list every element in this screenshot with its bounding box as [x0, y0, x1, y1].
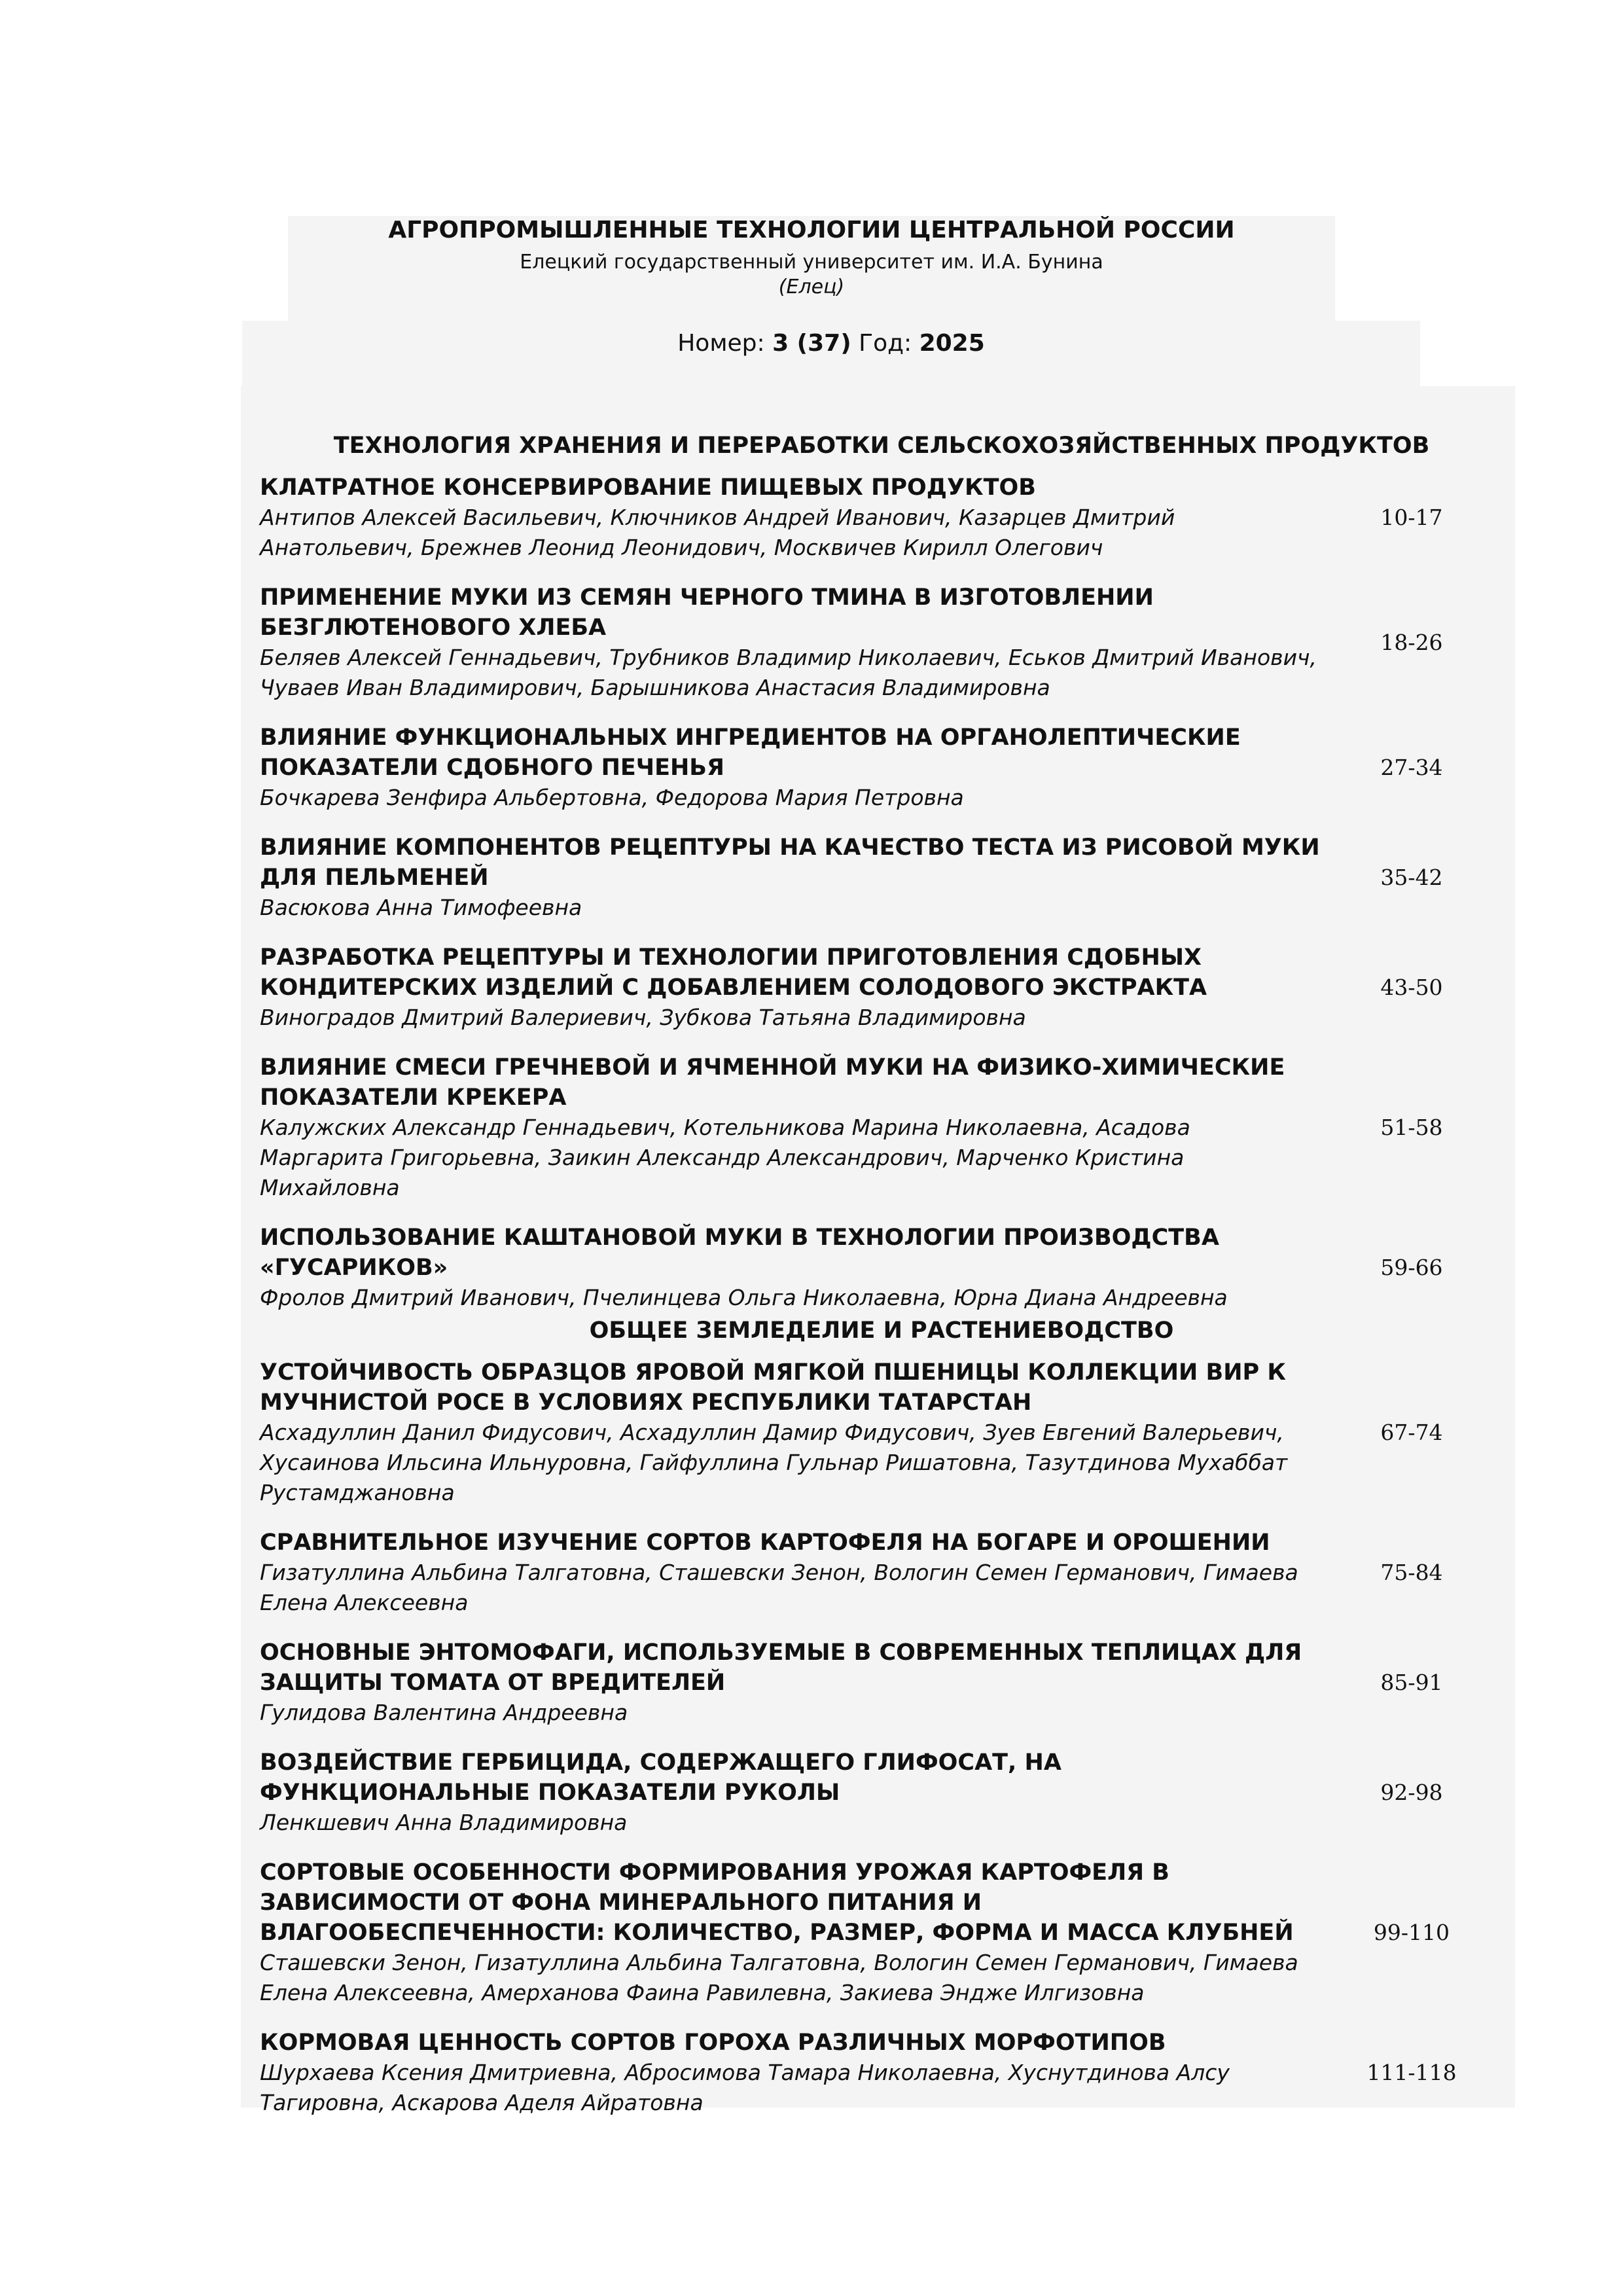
year-label: Год: — [859, 330, 912, 357]
article-authors: Гизатуллина Альбина Талгатовна, Сташевски Зенон, Вологин Семен Германович, Гимаева Елена Алексеевна — [260, 1560, 1298, 1615]
article-pages: 10-17 — [1380, 505, 1443, 530]
article-authors: Ленкшевич Анна Владимировна — [260, 1810, 628, 1835]
article-title[interactable]: СРАВНИТЕЛЬНОЕ ИЗУЧЕНИЕ СОРТОВ КАРТОФЕЛЯ НА БОГАРЕ И ОРОШЕНИИ — [260, 1530, 1270, 1556]
article-entry[interactable] — [260, 1357, 1503, 1508]
article-entry[interactable] — [260, 1052, 1503, 1203]
article-title[interactable]: ПРИМЕНЕНИЕ МУКИ ИЗ СЕМЯН ЧЕРНОГО ТМИНА В ИЗГОТОВЛЕНИИ БЕЗГЛЮТЕНОВОГО ХЛЕБА — [260, 584, 1154, 641]
article-pages: 67-74 — [1380, 1420, 1443, 1445]
article-pages: 75-84 — [1380, 1560, 1443, 1585]
section-heading: ОБЩЕЕ ЗЕМЛЕДЕЛИЕ И РАСТЕНИЕВОДСТВО — [589, 1318, 1174, 1344]
article-title[interactable]: КЛАТРАТНОЕ КОНСЕРВИРОВАНИЕ ПИЩЕВЫХ ПРОДУКТОВ — [260, 475, 1036, 501]
article-title[interactable]: ОСНОВНЫЕ ЭНТОМОФАГИ, ИСПОЛЬЗУЕМЫЕ В СОВРЕМЕННЫХ ТЕПЛИЦАХ ДЛЯ ЗАЩИТЫ ТОМАТА ОТ ВРЕДИТЕЛЕЙ — [260, 1640, 1302, 1696]
city-name: (Елец) — [778, 276, 845, 298]
issue-label: Номер: — [677, 330, 765, 357]
article-entry[interactable] — [260, 2028, 1503, 2118]
article-pages: 111-118 — [1366, 2060, 1457, 2085]
article-title[interactable]: ВОЗДЕЙСТВИЕ ГЕРБИЦИДА, СОДЕРЖАЩЕГО ГЛИФОСАТ, НА ФУНКЦИОНАЛЬНЫЕ ПОКАЗАТЕЛИ РУКОЛЫ — [260, 1749, 1061, 1806]
journal-title: АГРОПРОМЫШЛЕННЫЕ ТЕХНОЛОГИИ ЦЕНТРАЛЬНОЙ РОССИИ — [388, 217, 1235, 243]
article-title[interactable]: УСТОЙЧИВОСТЬ ОБРАЗЦОВ ЯРОВОЙ МЯГКОЙ ПШЕНИЦЫ КОЛЛЕКЦИИ ВИР К МУЧНИСТОЙ РОСЕ В УСЛОВИЯХ РЕСПУБЛИКИ ТАТАРСТАН — [260, 1359, 1286, 1416]
article-authors: Васюкова Анна Тимофеевна — [260, 895, 582, 920]
article-pages: 59-66 — [1380, 1255, 1443, 1280]
article-entry[interactable] — [260, 1528, 1503, 1618]
article-entry[interactable] — [260, 833, 1503, 923]
article-authors: Асхадуллин Данил Фидусович, Асхадуллин Дамир Фидусович, Зуев Евгений Валерьевич, Хусаинова Ильсина Ильнуровна, Гайфуллина Гульнар Ришатовна, Тазутдинова Мухаббат Рустамджановна — [260, 1420, 1288, 1505]
issue-value: 3 (37) — [772, 330, 851, 357]
article-title[interactable]: ИСПОЛЬЗОВАНИЕ КАШТАНОВОЙ МУКИ В ТЕХНОЛОГИИ ПРОИЗВОДСТВА «ГУСАРИКОВ» — [260, 1225, 1219, 1281]
article-entry[interactable] — [260, 1857, 1503, 2008]
article-authors: Виноградов Дмитрий Валериевич, Зубкова Татьяна Владимировна — [260, 1005, 1026, 1030]
article-entry[interactable] — [260, 1638, 1503, 1728]
article-entry[interactable] — [260, 473, 1503, 563]
article-authors: Гулидова Валентина Андреевна — [260, 1700, 628, 1725]
article-pages: 85-91 — [1380, 1670, 1443, 1695]
article-entry[interactable] — [260, 583, 1503, 703]
article-title[interactable]: СОРТОВЫЕ ОСОБЕННОСТИ ФОРМИРОВАНИЯ УРОЖАЯ КАРТОФЕЛЯ В ЗАВИСИМОСТИ ОТ ФОНА МИНЕРАЛЬНОГО ПИТАНИЯ И ВЛАГООБЕСПЕЧЕННОСТИ: КОЛИЧЕСТВО, РАЗМЕР, ФОРМА И МАССА КЛУБНЕЙ — [260, 1859, 1294, 1946]
article-authors: Беляев Алексей Геннадьевич, Трубников Владимир Николаевич, Еськов Дмитрий Иванович, Чуваев Иван Владимирович, Барышникова Анастасия Владимировна — [260, 645, 1317, 700]
article-pages: 43-50 — [1380, 975, 1443, 1000]
article-entry[interactable] — [260, 723, 1503, 813]
article-authors: Антипов Алексей Васильевич, Ключников Андрей Иванович, Казарцев Дмитрий Анатольевич, Брежнев Леонид Леонидович, Москвичев Кирилл Олегович — [260, 505, 1175, 560]
article-title[interactable]: ВЛИЯНИЕ ФУНКЦИОНАЛЬНЫХ ИНГРЕДИЕНТОВ НА ОРГАНОЛЕПТИЧЕСКИЕ ПОКАЗАТЕЛИ СДОБНОГО ПЕЧЕНЬЯ — [260, 725, 1241, 781]
article-authors: Сташевски Зенон, Гизатуллина Альбина Талгатовна, Вологин Семен Германович, Гимаева Елена Алексеевна, Амерханова Фаина Равилевна, Закиева Эндже Илгизовна — [260, 1950, 1298, 2005]
issue-line — [242, 329, 1420, 358]
article-authors: Шурхаева Ксения Дмитриевна, Абросимова Тамара Николаевна, Хуснутдинова Алсу Тагировна, Аскарова Аделя Айратовна — [260, 2060, 1230, 2115]
article-pages: 51-58 — [1380, 1115, 1443, 1140]
article-authors: Калужских Александр Геннадьевич, Котельникова Марина Николаевна, Асадова Маргарита Григорьевна, Заикин Александр Александрович, Марченко Кристина Михайловна — [260, 1115, 1190, 1200]
article-pages: 92-98 — [1380, 1780, 1443, 1805]
article-authors: Бочкарева Зенфира Альбертовна, Федорова Мария Петровна — [260, 785, 964, 810]
article-title[interactable]: ВЛИЯНИЕ СМЕСИ ГРЕЧНЕВОЙ И ЯЧМЕННОЙ МУКИ НА ФИЗИКО-ХИМИЧЕСКИЕ ПОКАЗАТЕЛИ КРЕКЕРА — [260, 1054, 1285, 1111]
article-title[interactable]: КОРМОВАЯ ЦЕННОСТЬ СОРТОВ ГОРОХА РАЗЛИЧНЫХ МОРФОТИПОВ — [260, 2030, 1166, 2056]
article-title[interactable]: ВЛИЯНИЕ КОМПОНЕНТОВ РЕЦЕПТУРЫ НА КАЧЕСТВО ТЕСТА ИЗ РИСОВОЙ МУКИ ДЛЯ ПЕЛЬМЕНЕЙ — [260, 834, 1320, 891]
year-value: 2025 — [919, 330, 985, 357]
article-entry[interactable] — [260, 1748, 1503, 1838]
article-title[interactable]: РАЗРАБОТКА РЕЦЕПТУРЫ И ТЕХНОЛОГИИ ПРИГОТОВЛЕНИЯ СДОБНЫХ КОНДИТЕРСКИХ ИЗДЕЛИЙ С ДОБАВЛЕНИЕМ СОЛОДОВОГО ЭКСТРАКТА — [260, 944, 1207, 1001]
article-pages: 18-26 — [1380, 630, 1443, 655]
article-pages: 27-34 — [1380, 755, 1443, 780]
article-entry[interactable] — [260, 942, 1503, 1033]
article-pages: 35-42 — [1380, 865, 1443, 890]
article-authors: Фролов Дмитрий Иванович, Пчелинцева Ольга Николаевна, Юрна Диана Андреевна — [260, 1285, 1228, 1310]
article-entry[interactable] — [260, 1223, 1503, 1313]
section-heading: ТЕХНОЛОГИЯ ХРАНЕНИЯ И ПЕРЕРАБОТКИ СЕЛЬСКОХОЗЯЙСТВЕННЫХ ПРОДУКТОВ — [333, 433, 1430, 459]
table-of-contents — [260, 431, 1503, 2138]
article-pages: 99-110 — [1373, 1920, 1450, 1945]
university-name: Елецкий государственный университет им. И.А. Бунина — [520, 251, 1103, 274]
